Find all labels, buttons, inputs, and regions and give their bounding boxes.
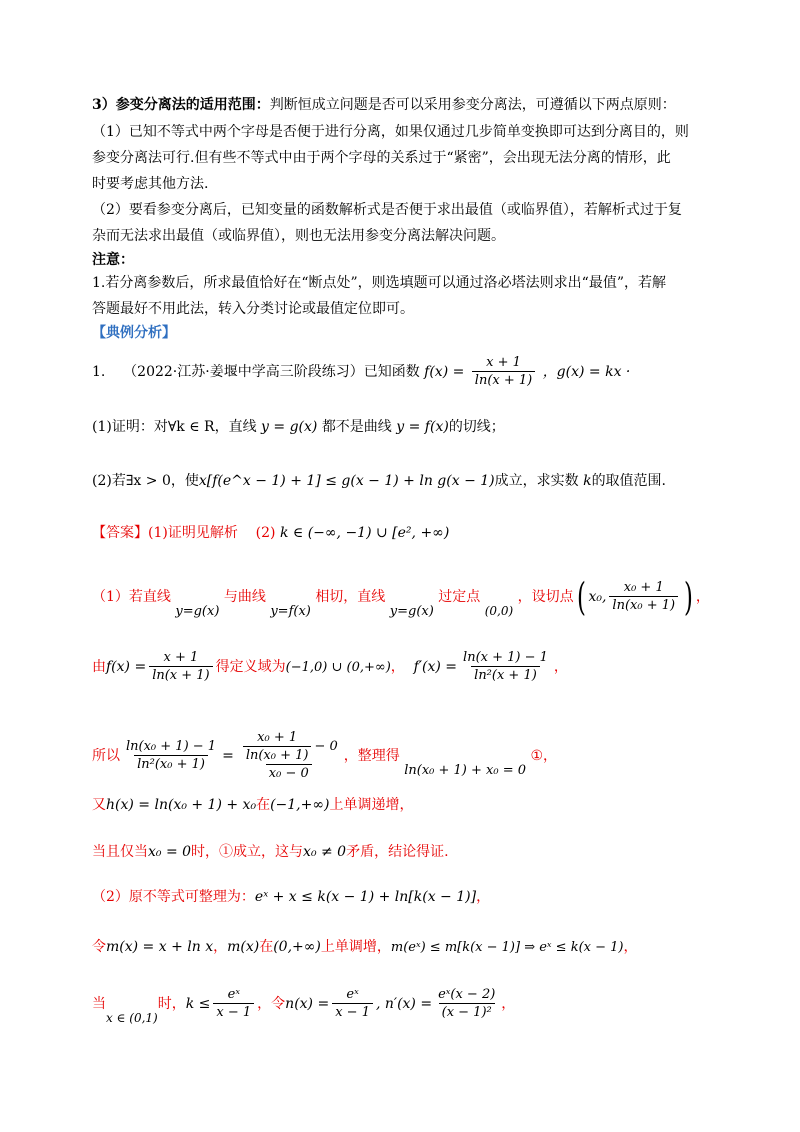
open-paren: ( bbox=[576, 575, 586, 619]
solution-text: 在 bbox=[259, 939, 274, 955]
derivative-fraction bbox=[460, 650, 551, 684]
solution-line-3 bbox=[92, 730, 557, 782]
solution-text: （1）若直线 bbox=[92, 589, 171, 605]
problem-source: （2022·江苏·姜堰中学高三阶段练习）已知函数 bbox=[123, 364, 420, 380]
h-definition: h(x) = ln(x₀ + 1) + x₀ bbox=[106, 797, 257, 813]
solution-text: 又 bbox=[92, 797, 106, 813]
fraction-denominator: ln(x₀ + 1) bbox=[609, 596, 678, 614]
right-fraction bbox=[237, 730, 341, 782]
k-fraction bbox=[213, 987, 254, 1021]
answer-part1: (1)证明见解析 bbox=[148, 525, 238, 541]
problem-statement bbox=[92, 355, 630, 389]
problem-part-2 bbox=[92, 471, 666, 491]
n-definition: n(x) = bbox=[285, 996, 330, 1012]
fraction-numerator: x₀ + 1 bbox=[257, 730, 298, 745]
inner-fraction bbox=[243, 730, 312, 764]
fraction-denominator: x − 1 bbox=[332, 1003, 373, 1021]
solution-line-7 bbox=[92, 937, 637, 958]
solution-text: 在 bbox=[256, 797, 271, 813]
note-line: 答题最好不用此法，转入分类讨论或最值定位即可。 bbox=[92, 301, 414, 317]
solution-text: 由 bbox=[92, 659, 106, 675]
left-fraction bbox=[123, 739, 219, 773]
paragraph-line: （1）已知不等式中两个字母是否便于进行分离，如果仅通过几步简单变换即可达到分离目的，则 bbox=[92, 124, 689, 140]
x0-equals-zero: x₀ = 0 bbox=[148, 844, 192, 860]
solution-line-1 bbox=[92, 575, 710, 622]
n-derivative-fraction bbox=[435, 987, 498, 1021]
fraction-numerator: x + 1 bbox=[486, 355, 521, 370]
tangent-point bbox=[574, 575, 696, 619]
section-heading bbox=[92, 95, 676, 115]
fraction-numerator: ln(x + 1) − 1 bbox=[463, 650, 548, 665]
solution-text: ， bbox=[553, 659, 568, 675]
solution-text: 相切，直线 bbox=[315, 589, 386, 605]
m-function: m(x) bbox=[227, 939, 260, 955]
paragraph-line: 时要考虑其他方法. bbox=[92, 176, 209, 192]
heading-title: 3）参变分离法的适用范围： bbox=[92, 97, 270, 113]
curve-equation: y = f(x) bbox=[396, 419, 449, 435]
part1-text: 都不是曲线 bbox=[321, 419, 392, 435]
solution-text: 当 bbox=[92, 996, 106, 1012]
line-eq: y=g(x) bbox=[389, 604, 434, 619]
domain: (−1,0) ∪ (0,+∞) bbox=[285, 660, 391, 675]
paragraph-line: 杂而无法求出最值（或临界值），则也无法用参变分离法解决问题。 bbox=[92, 228, 505, 244]
solution-text: 得定义域为 bbox=[215, 659, 286, 675]
part2-text: 成立，求实数 bbox=[494, 473, 579, 489]
problem-part-1 bbox=[92, 417, 505, 437]
solution-text: ， bbox=[476, 889, 491, 905]
solution-text: 令 bbox=[92, 939, 106, 955]
solution-text: （2）原不等式可整理为： bbox=[92, 889, 255, 905]
fraction-numerator: x + 1 bbox=[163, 650, 199, 665]
fixed-point: (0,0) bbox=[484, 604, 514, 618]
x-condition: x ∈ (0,1) bbox=[106, 1011, 158, 1025]
equals-sign: = bbox=[222, 748, 234, 764]
solution-text: 与曲线 bbox=[223, 589, 266, 605]
fraction-numerator: eˣ bbox=[227, 987, 240, 1002]
solution-line-4 bbox=[92, 795, 413, 815]
fraction-denominator: ln(x₀ + 1) bbox=[243, 746, 312, 764]
solution-line-6 bbox=[92, 887, 490, 907]
x0-not-zero: x₀ ≠ 0 bbox=[303, 844, 347, 860]
problem-number: 1. bbox=[92, 364, 106, 380]
solution-text: 上单调增， bbox=[320, 939, 391, 955]
fraction-numerator: eˣ(x − 2) bbox=[438, 987, 496, 1002]
solution-text: ， bbox=[390, 659, 405, 675]
f-fraction bbox=[472, 355, 535, 389]
solution-text: 上单调递增， bbox=[329, 797, 414, 813]
f-definition: f(x) = bbox=[106, 659, 147, 675]
solution-text: ， bbox=[501, 996, 516, 1012]
answer-expression: k ∈ (−∞, −1) ∪ [e², +∞) bbox=[279, 525, 450, 541]
interval: (0,+∞) bbox=[273, 939, 321, 955]
fraction-denominator: ln²(x + 1) bbox=[471, 666, 540, 684]
fraction-numerator: eˣ bbox=[346, 987, 359, 1002]
solution-text: 时，①成立，这与 bbox=[191, 844, 304, 860]
answer-part2: (2) bbox=[255, 525, 276, 541]
answer-line bbox=[92, 523, 449, 543]
solution-text: 所以 bbox=[92, 748, 120, 764]
solution-text: ，整理得 bbox=[343, 748, 400, 764]
solution-text: 过定点 bbox=[438, 589, 481, 605]
tp-fraction bbox=[609, 580, 678, 614]
m-definition: m(x) = x + ln x bbox=[106, 939, 214, 955]
solution-line-5 bbox=[92, 842, 449, 862]
answer-label: 【答案】 bbox=[92, 525, 148, 541]
note-line: 1.若分离参数后，所求最值恰好在“断点处”，则选填题可以通过洛必塔法则求出“最值”，若解 bbox=[92, 275, 666, 291]
g-definition: ，g(x) = kx · bbox=[542, 364, 631, 380]
close-paren: ) bbox=[684, 575, 693, 619]
note-title: 注意： bbox=[92, 252, 134, 268]
k-bound: k ≤ bbox=[185, 996, 211, 1012]
compound-numerator bbox=[237, 730, 341, 764]
solution-text: 时， bbox=[157, 996, 186, 1012]
solution-line-8 bbox=[92, 987, 515, 1028]
solution-text: ， bbox=[213, 939, 228, 955]
paragraph-line: 参变分离法可行.但有些不等式中由于两个字母的关系过于“紧密”，会出现无法分离的情形，此 bbox=[92, 150, 671, 166]
part1-text: 的切线； bbox=[448, 419, 505, 435]
solution-text: ， bbox=[623, 939, 638, 955]
solution-text: ， bbox=[695, 589, 710, 605]
line-eq: y=g(x) bbox=[175, 604, 220, 619]
solution-text: ①， bbox=[530, 748, 558, 764]
minus-zero: − 0 bbox=[314, 739, 338, 754]
paragraph-line: （2）要看参变分离后，已知变量的函数解析式是否便于求出最值（或临界值），若解析式过于复 bbox=[92, 202, 682, 218]
fraction-denominator: ln(x + 1) bbox=[149, 666, 212, 684]
fraction-denominator: ln²(x₀ + 1) bbox=[134, 755, 208, 773]
n-derivative-def: , n′(x) = bbox=[375, 996, 433, 1012]
f-definition: f(x) = bbox=[424, 364, 465, 380]
interval: (−1,+∞) bbox=[270, 797, 330, 813]
derivative-def: f′(x) = bbox=[413, 659, 458, 675]
solution-line-2 bbox=[92, 650, 568, 684]
tp-x: x₀, bbox=[588, 589, 607, 605]
fraction-numerator: ln(x₀ + 1) − 1 bbox=[126, 739, 217, 754]
solution-text: 当且仅当 bbox=[92, 844, 148, 860]
solution-text: ，设切点 bbox=[517, 589, 574, 605]
fraction-denominator: (x − 1)² bbox=[439, 1003, 495, 1021]
fraction-numerator: x₀ + 1 bbox=[623, 580, 664, 595]
fraction-denominator: ln(x + 1) bbox=[472, 371, 535, 389]
part2-text: (2)若∃x > 0，使 bbox=[92, 473, 199, 489]
solution-text: ，令 bbox=[257, 996, 286, 1012]
heading-text: 判断恒成立问题是否可以采用参变分离法，可遵循以下两点原则： bbox=[269, 97, 676, 113]
solution-text: 矛盾，结论得证. bbox=[346, 844, 449, 860]
n-fraction bbox=[332, 987, 373, 1021]
variable-k: k bbox=[583, 473, 592, 489]
f-fraction bbox=[149, 650, 212, 684]
curve-eq: y=f(x) bbox=[270, 604, 311, 619]
monotone-inequality: m(eˣ) ≤ m[k(x − 1)] ⇒ eˣ ≤ k(x − 1) bbox=[390, 940, 624, 955]
part2-text: 的取值范围. bbox=[591, 473, 667, 489]
fraction-denominator: x₀ − 0 bbox=[266, 764, 312, 782]
rearranged-inequality: eˣ + x ≤ k(x − 1) + ln[k(x − 1)] bbox=[254, 889, 477, 905]
fraction-denominator: x − 1 bbox=[213, 1003, 254, 1021]
part1-text: (1)证明：对∀k ∈ R，直线 bbox=[92, 419, 257, 435]
result-equation: ln(x₀ + 1) + x₀ = 0 bbox=[404, 763, 526, 778]
line-equation: y = g(x) bbox=[261, 419, 318, 435]
section-title: 【典例分析】 bbox=[92, 325, 176, 341]
inequality: x[f(e^x − 1) + 1] ≤ g(x − 1) + ln g(x − 1) bbox=[198, 473, 495, 489]
